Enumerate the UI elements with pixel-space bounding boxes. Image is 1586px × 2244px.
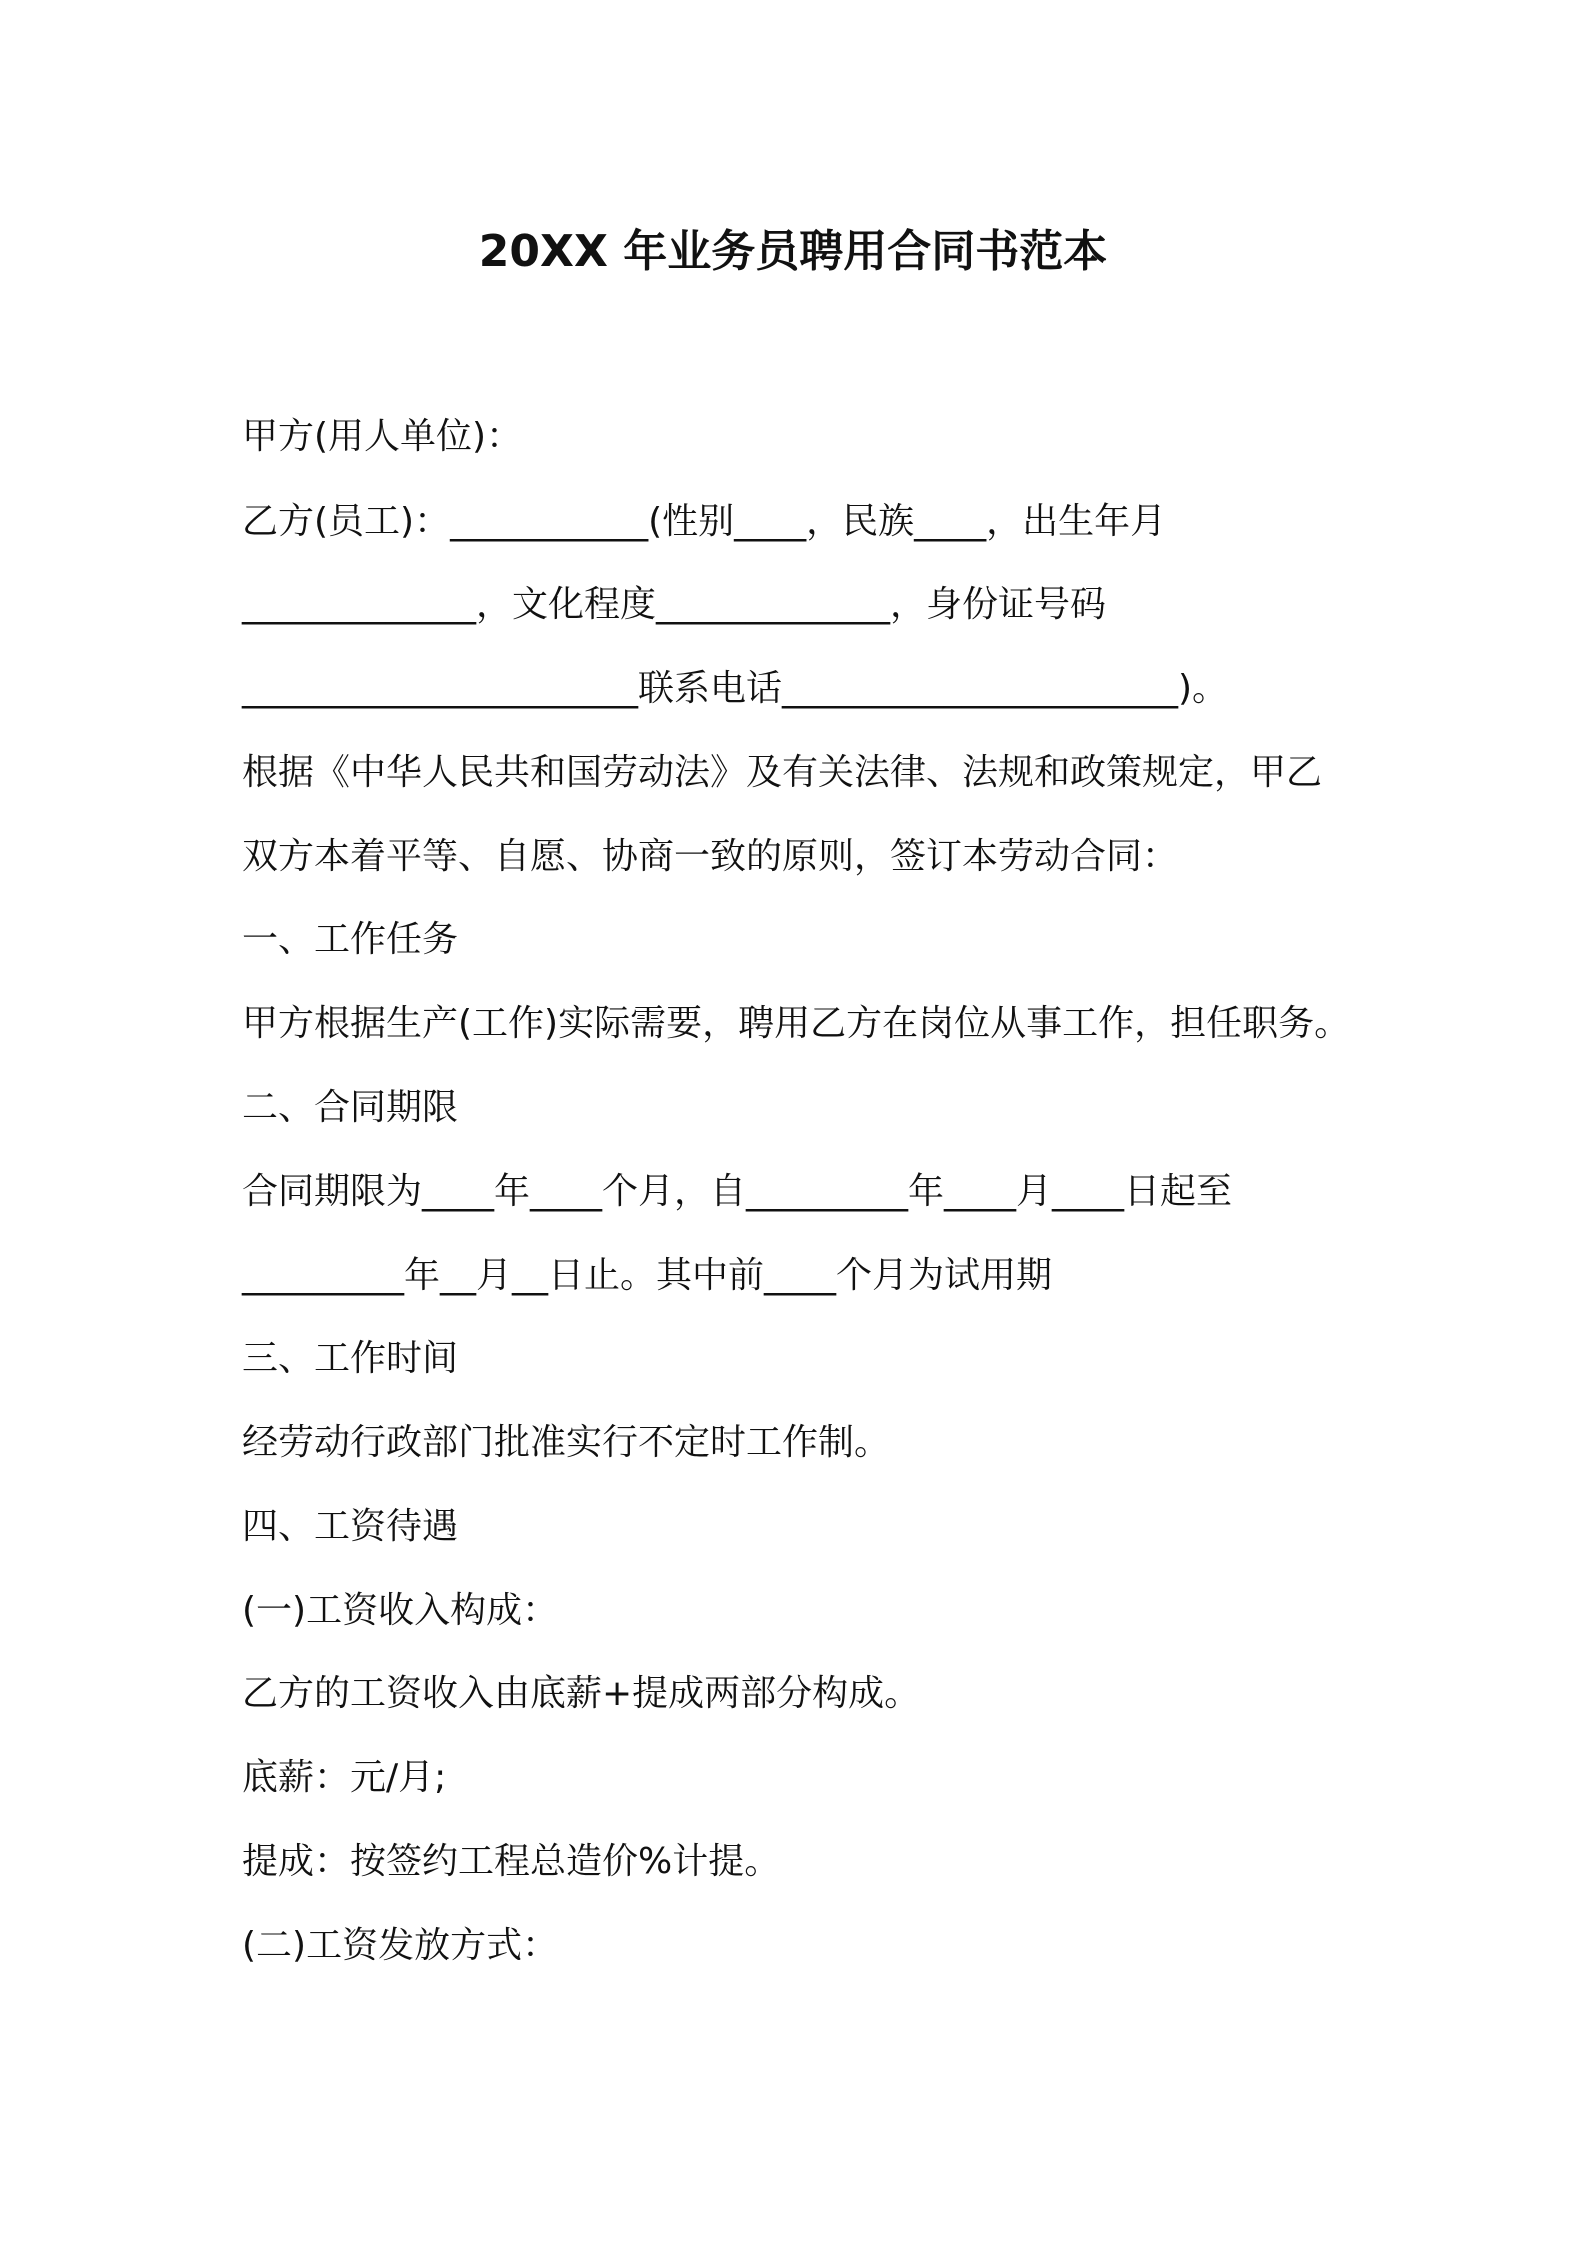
commission-line: 提成：按签约工程总造价%计提。 — [242, 1841, 781, 1882]
contract-term-line-2: _________年__月__日止。其中前____个月为试用期 — [242, 1255, 1053, 1296]
section-heading-contract-term: 二、合同期限 — [242, 1087, 459, 1128]
contract-term-line-1: 合同期限为____年____个月，自_________年____月____日起至 — [242, 1171, 1233, 1212]
preamble-line-1: 根据《中华人民共和国劳动法》及有关法律、法规和政策规定，甲乙 — [242, 752, 1323, 793]
work-hours-text: 经劳动行政部门批准实行不定时工作制。 — [242, 1422, 891, 1463]
base-salary-line: 底薪：元/月; — [242, 1757, 447, 1798]
wages-subheading-payment-method: (二)工资发放方式： — [242, 1925, 559, 1966]
wages-composition-text: 乙方的工资收入由底薪+提成两部分构成。 — [242, 1673, 921, 1714]
document-title: 20XX 年业务员聘用合同书范本 — [478, 226, 1108, 277]
work-tasks-text: 甲方根据生产(工作)实际需要，聘用乙方在岗位从事工作，担任职务。 — [242, 1003, 1351, 1044]
wages-subheading-composition: (一)工资收入构成： — [242, 1590, 559, 1631]
section-heading-work-hours: 三、工作时间 — [242, 1338, 459, 1379]
party-b-education-line: _____________，文化程度_____________，身份证号码 — [242, 584, 1107, 625]
preamble-line-2: 双方本着平等、自愿、协商一致的原则，签订本劳动合同： — [242, 836, 1179, 877]
party-a-line: 甲方(用人单位)： — [242, 416, 523, 457]
section-heading-wages: 四、工资待遇 — [242, 1506, 459, 1547]
party-b-phone-line: ______________________联系电话______________________)。 — [242, 668, 1229, 709]
section-heading-work-tasks: 一、工作任务 — [242, 919, 459, 960]
party-b-line: 乙方(员工)：___________(性别____，民族____，出生年月 — [242, 501, 1167, 542]
